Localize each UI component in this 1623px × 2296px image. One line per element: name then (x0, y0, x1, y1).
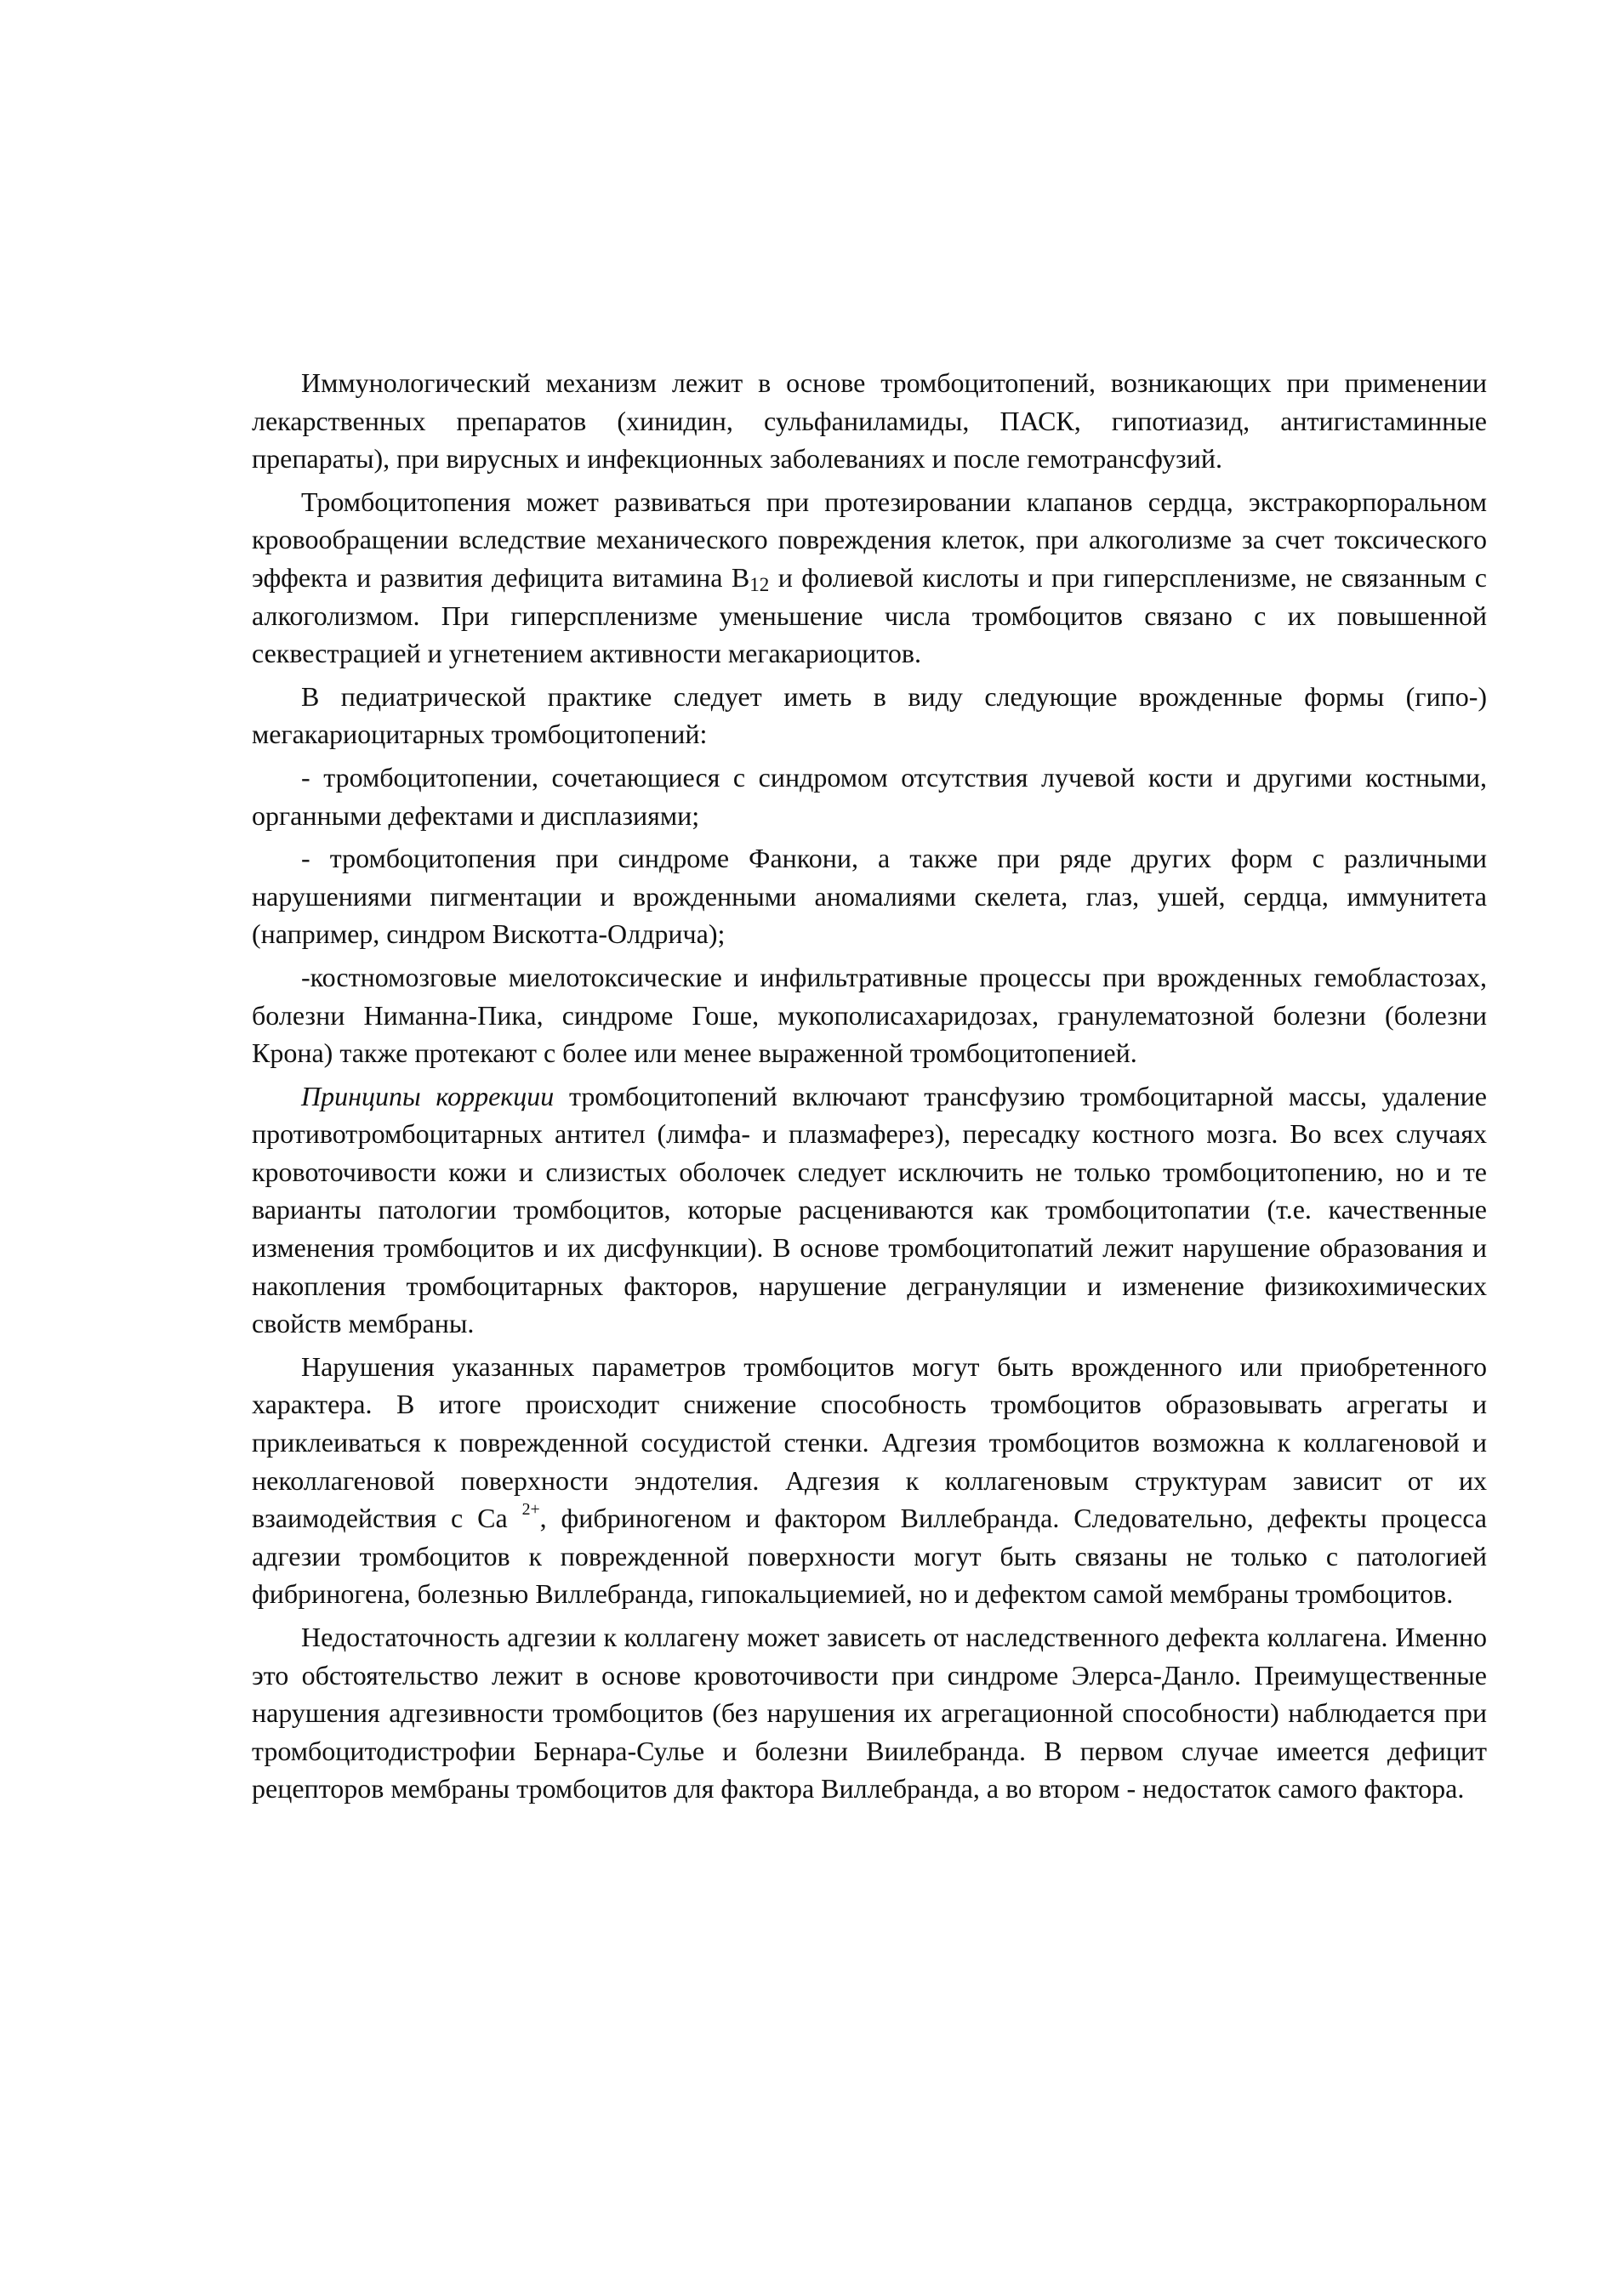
list-item-fanconi (252, 839, 1487, 953)
list-item-text: - тромбоцитопения при синдроме Фанкони, а также при ряде других форм с различными нарушениями пигментации и врожденными аномалиями скелета, глаз, ушей, сердца, иммунитета (например, синдром Вискотта-Олдрича); (252, 843, 1487, 950)
list-item-text: - тромбоцитопении, сочетающиеся с синдромом отсутствия лучевой кости и другими костными, органными дефектами и дисплазиями; (252, 761, 1487, 831)
italic-term: Принципы коррекции (301, 1080, 555, 1111)
paragraph-pediatric-practice (252, 678, 1487, 753)
paragraph-text: Нарушения указанных параметров тромбоцитов могут быть врожденного или приобретенного характера. В итоге происходит снижение способность тромбоцитов образовывать агрегаты и приклеиваться к поврежденной сосудистой стенки. Адгезия тромбоцитов возможна к коллагеновой и неколлагеновой поверхности эндотелия. Адгезия к коллагеновым структурам зависит от их взаимодействия с Ca (252, 1350, 1487, 1534)
paragraph-text: тромбоцитопений включают трансфузию тромбоцитарной массы, удаление противотромбоцитарных антител (лимфа- и плазмаферез), пересадку костного мозга. Во всех случаях кровоточивости кожи и слизистых оболочек следует исключить не только тромбоцитопению, но и те варианты патологии тромбоцитов, которые расцениваются как тромбоцитопатии (т.е. качественные изменения тромбоцитов и их дисфункции). В основе тромбоцитопатий лежит нарушение образования и накопления тромбоцитарных факторов, нарушение дегрануляции и изменение физикохимических свойств мембраны. (252, 1080, 1488, 1339)
paragraph-text: Тромбоцитопения может развиваться при протезировании клапанов сердца, экстракорпоральном кровообращении вследствие механического повреждения клеток, при алкоголизме за счет токсического эффекта и развития дефицита витамина B (252, 486, 1487, 593)
list-item-radius-absence (252, 759, 1487, 834)
list-item-bone-marrow (252, 958, 1487, 1072)
paragraph-text: Недостаточность адгезии к коллагену может зависеть от наследственного дефекта коллагена. Именно это обстоятельство лежит в основе кровоточивости при синдроме Элерса-Данло. Преимущественные нарушения адгезивности тромбоцитов (без нарушения их агрегационной способности) наблюдается при тромбоцитодистрофии Бернара-Сулье и болезни Виилебранда. В первом случае имеется дефицит рецепторов мембраны тромбоцитов для фактора Виллебранда, а во втором - недостаток самого фактора. (252, 1622, 1487, 1804)
paragraph-text: Иммунологический механизм лежит в основе тромбоцитопений, возникающих при применении лекарственных препаратов (хинидин, сульфаниламиды, ПАСК, гипотиазид, антигистаминные препараты), при вирусных и инфекционных заболеваниях и после гемотрансфузий. (252, 367, 1487, 475)
paragraph-correction-principles (252, 1077, 1487, 1343)
document-body (252, 364, 1487, 1808)
superscript-charge: 2+ (521, 1500, 540, 1520)
list-item-text: -костномозговые миелотоксические и инфильтративные процессы при врожденных гемобластозах, болезни Ниманна-Пика, синдроме Гоше, мукополисахаридозах, гранулематозной болезни (болезни Крона) также протекают с более или менее выраженной тромбоцитопенией. (252, 961, 1487, 1069)
paragraph-text: и фолиевой кислоты и при гиперспленизме, не связанным с алкоголизмом. При гиперспленизме уменьшение числа тромбоцитов связано с их повышенной секвестрацией и угнетением активности мегакариоцитов. (252, 561, 1488, 669)
paragraph-immunologic-mechanism (252, 364, 1487, 478)
paragraph-collagen-adhesion (252, 1618, 1487, 1808)
paragraph-text: В педиатрической практике следует иметь в виду следующие врожденные формы (гипо-) мегакариоцитарных тромбоцитопений: (252, 680, 1487, 750)
paragraph-adhesion-disorders (252, 1348, 1487, 1613)
paragraph-thrombocytopenia-causes (252, 483, 1487, 673)
subscript-12: 12 (749, 573, 770, 596)
paragraph-text: , фибриногеном и фактором Виллебранда. Следовательно, дефекты процесса адгезии тромбоцитов к поврежденной поверхности могут быть связаны не только с патологией фибриногена, болезнью Виллебранда, гипокальциемией, но и дефектом самой мембраны тромбоцитов. (252, 1503, 1488, 1610)
